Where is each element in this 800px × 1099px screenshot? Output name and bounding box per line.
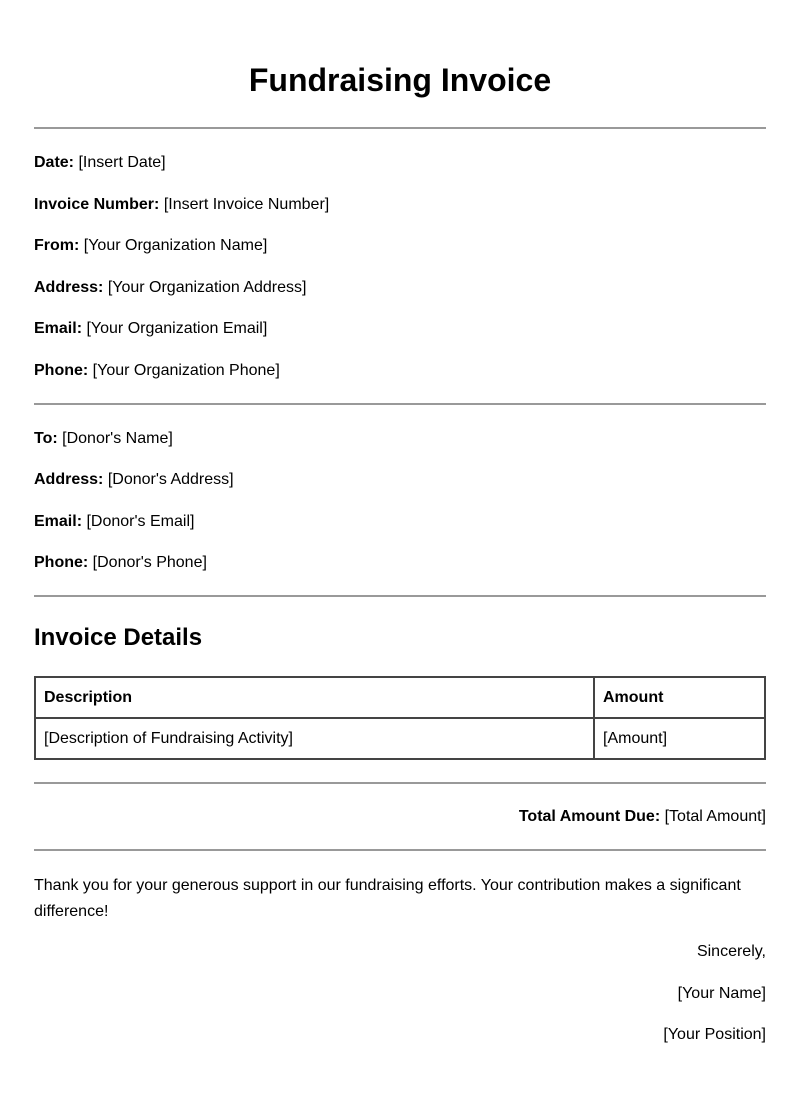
- total-label: Total Amount Due:: [518, 808, 661, 825]
- table-header-row: [35, 677, 765, 718]
- closing-salutation: Sincerely,: [696, 943, 766, 960]
- from-value: [Your Organization Name]: [83, 237, 268, 254]
- sender-address-value: [Your Organization Address]: [107, 279, 307, 296]
- description-cell: [Description of Fundraising Activity]: [35, 718, 594, 759]
- sender-address-field: [34, 278, 306, 298]
- donor-phone-label: Phone:: [34, 554, 89, 571]
- donor-address-field: [34, 470, 234, 490]
- donor-phone-field: [34, 553, 207, 573]
- date-value: [Insert Date]: [78, 154, 166, 171]
- donor-email-label: Email:: [34, 513, 83, 530]
- to-label: To:: [34, 430, 58, 447]
- sender-email-field: [34, 319, 267, 339]
- invoice-details-table: [34, 676, 766, 760]
- total-value: [Total Amount]: [664, 808, 766, 825]
- to-field: [34, 429, 173, 449]
- from-label: From:: [34, 237, 80, 254]
- sender-address-label: Address:: [34, 279, 104, 296]
- divider: [34, 595, 766, 597]
- page-title: Fundraising Invoice: [248, 62, 552, 98]
- signer-position: [Your Position]: [663, 1026, 766, 1043]
- donor-email-value: [Donor's Email]: [86, 513, 195, 530]
- sender-phone-value: [Your Organization Phone]: [92, 362, 280, 379]
- column-header-description: Description: [35, 677, 594, 718]
- sender-phone-label: Phone:: [34, 362, 89, 379]
- date-label: Date:: [34, 154, 75, 171]
- date-field: [34, 153, 166, 173]
- table-row: [35, 718, 765, 759]
- sender-phone-field: [34, 361, 280, 381]
- signer-name: [Your Name]: [677, 985, 766, 1002]
- total-amount-due: [519, 807, 766, 827]
- invoice-number-field: [34, 195, 329, 215]
- donor-address-value: [Donor's Address]: [107, 471, 234, 488]
- divider: [34, 849, 766, 851]
- invoice-details-heading: Invoice Details: [34, 624, 203, 651]
- column-header-amount: Amount: [594, 677, 765, 718]
- sender-email-label: Email:: [34, 320, 83, 337]
- to-value: [Donor's Name]: [62, 430, 173, 447]
- divider: [34, 127, 766, 129]
- sender-email-value: [Your Organization Email]: [86, 320, 268, 337]
- donor-address-label: Address:: [34, 471, 104, 488]
- thank-you-message: Thank you for your generous support in our fundraising efforts. Your contribution makes a significant difference!: [34, 877, 741, 920]
- invoice-number-label: Invoice Number:: [34, 196, 160, 213]
- amount-cell: [Amount]: [594, 718, 765, 759]
- donor-phone-value: [Donor's Phone]: [92, 554, 207, 571]
- from-field: [34, 236, 267, 256]
- donor-email-field: [34, 512, 194, 532]
- invoice-number-value: [Insert Invoice Number]: [163, 196, 330, 213]
- divider: [34, 403, 766, 405]
- divider: [34, 782, 766, 784]
